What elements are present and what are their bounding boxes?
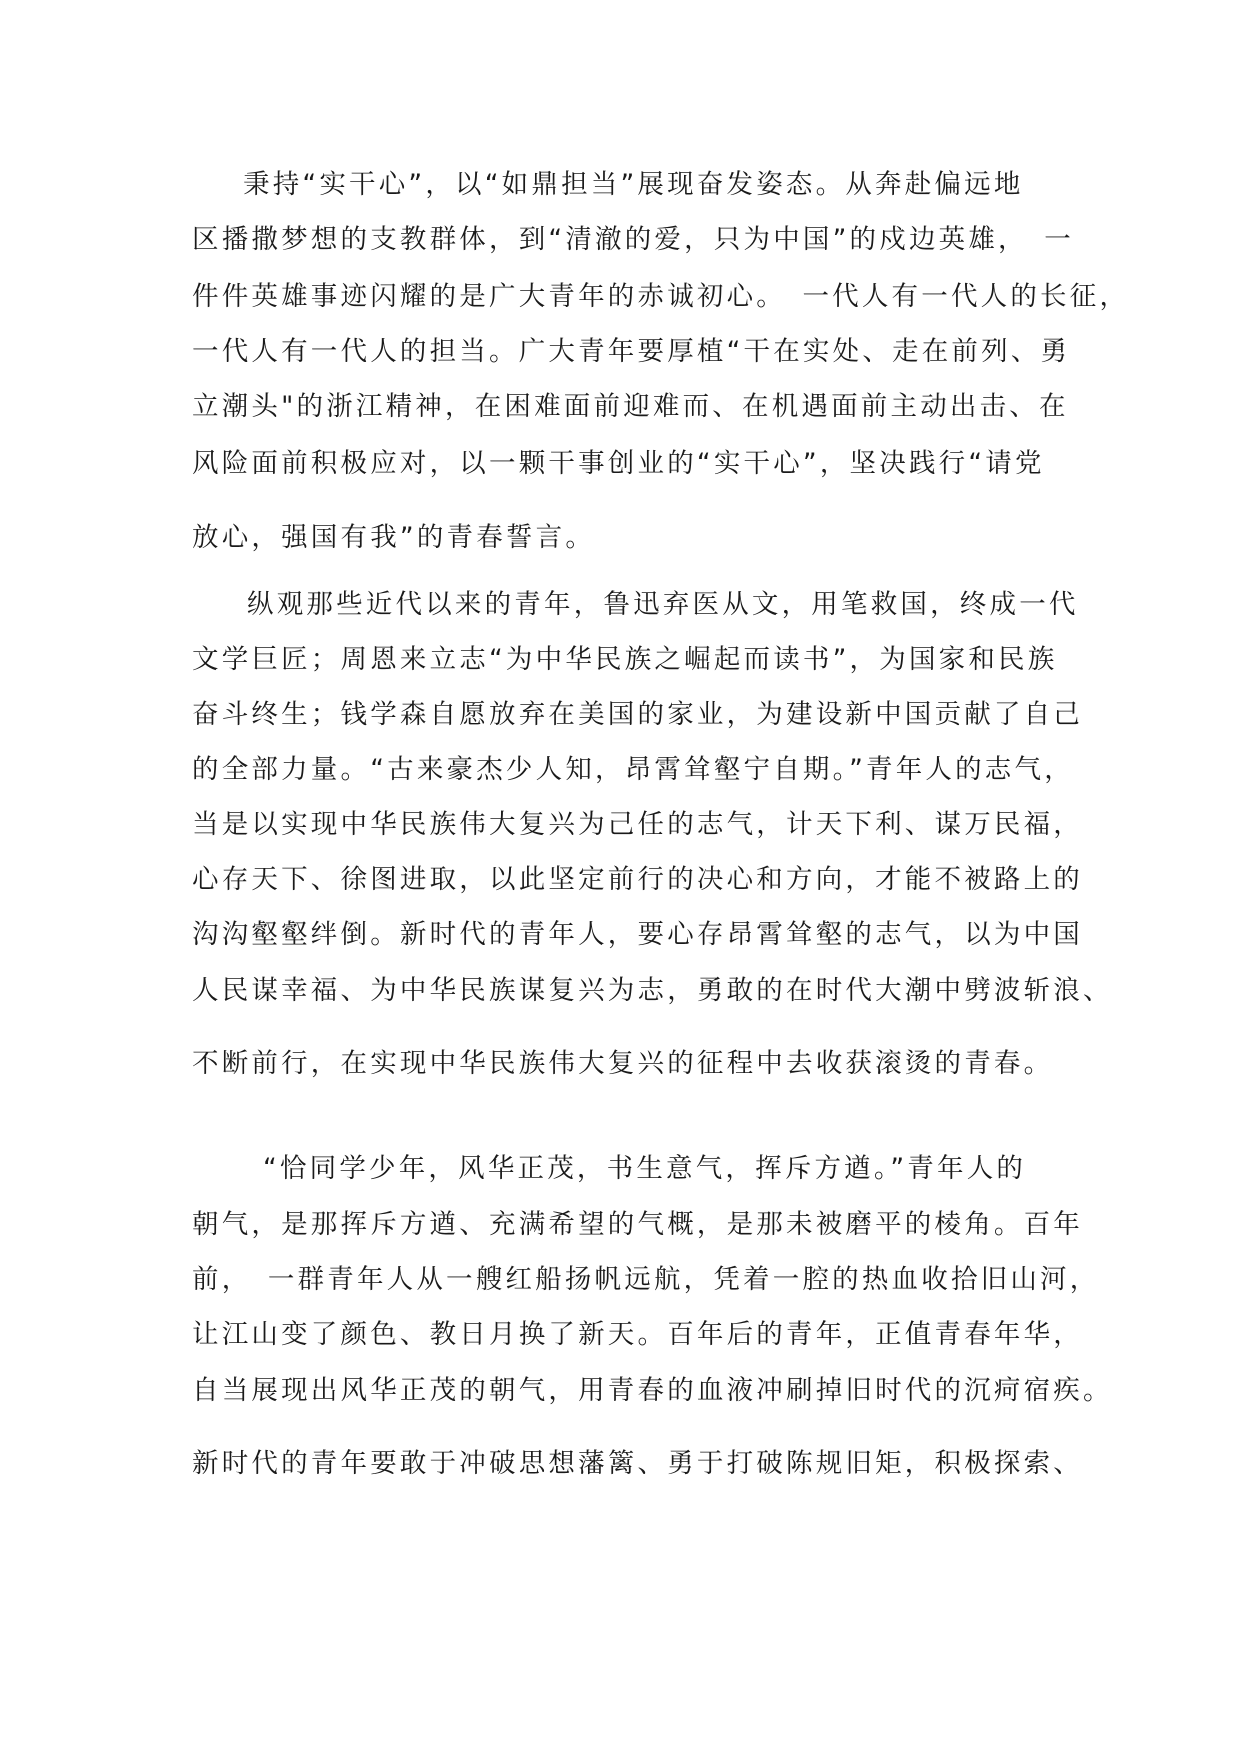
text-line: 前， 一群青年人从一艘红船扬帆远航，凭着一腔的热血收拾旧山河，	[192, 1264, 1100, 1295]
text-line: 立潮头"的浙江精神，在困难面前迎难而、在机遇面前主动出击、在	[192, 391, 1069, 422]
text-line: 风险面前积极应对，以一颗干事创业的“实干心”，坚决践行“请党	[192, 448, 1045, 479]
text-line: 朝气，是那挥斥方遒、充满希望的气概，是那未被磨平的棱角。百年	[192, 1209, 1083, 1240]
text-line: 区播撒梦想的支教群体，到“清澈的爱，只为中国”的戍边英雄， 一	[192, 224, 1074, 255]
text-line: 一代人有一代人的担当。广大青年要厚植“干在实处、走在前列、勇	[192, 336, 1071, 367]
text-line: 心存天下、徐图进取，以此坚定前行的决心和方向，才能不被路上的	[192, 864, 1083, 895]
text-line: 秉持“实干心”，以“如鼎担当”展现奋发姿态。从奔赴偏远地	[243, 169, 1024, 200]
text-line: 不断前行，在实现中华民族伟大复兴的征程中去收获滚烫的青春。	[192, 1048, 1054, 1079]
text-line: 文学巨匠；周恩来立志“为中华民族之崛起而读书”，为国家和民族	[192, 644, 1058, 675]
text-line: 当是以实现中华民族伟大复兴为己任的志气，计天下利、谋万民福，	[192, 809, 1083, 840]
text-line: 件件英雄事迹闪耀的是广大青年的赤诚初心。 一代人有一代人的长征，	[192, 281, 1130, 312]
text-line: 奋斗终生；钱学森自愿放弃在美国的家业，为建设新中国贡献了自己	[192, 699, 1083, 730]
text-line: 的全部力量。“古来豪杰少人知，昂霄耸壑宁自期。”青年人的志气，	[192, 754, 1074, 785]
text-line: 新时代的青年要敢于冲破思想藩篱、勇于打破陈规旧矩，积极探索、	[192, 1448, 1083, 1479]
text-line: 让江山变了颜色、教日月换了新天。百年后的青年，正值青春年华，	[192, 1319, 1083, 1350]
text-line: 沟沟壑壑绊倒。新时代的青年人，要心存昂霄耸壑的志气，以为中国	[192, 919, 1083, 950]
text-line: “恰同学少年，风华正茂，书生意气，挥斥方遒。”青年人的	[263, 1153, 1027, 1184]
text-line: 放心，强国有我”的青春誓言。	[192, 522, 596, 553]
text-line: 人民谋幸福、为中华民族谋复兴为志，勇敢的在时代大潮中劈波斩浪、	[192, 975, 1113, 1006]
text-line: 纵观那些近代以来的青年，鲁迅弃医从文，用笔救国，终成一代	[247, 589, 1079, 620]
text-line: 自当展现出风华正茂的朝气，用青春的血液冲刷掉旧时代的沉疴宿疾。	[192, 1375, 1113, 1406]
